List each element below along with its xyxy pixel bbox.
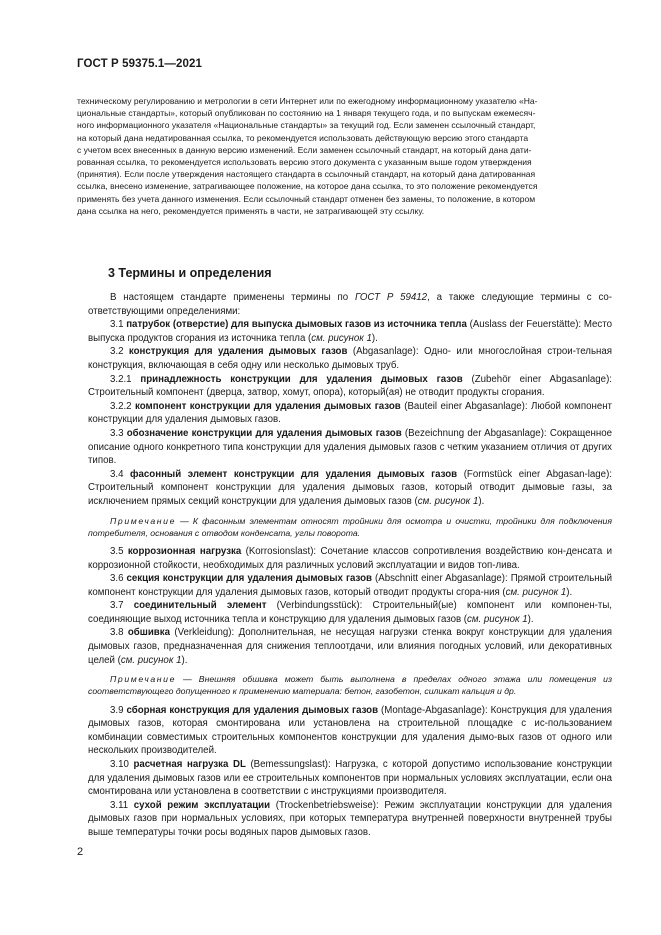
term-name: фасонный элемент конструкции для удаления дымовых газов (130, 468, 458, 480)
intro-line: ного информационного указателя «Национальные стандарты» за текущий год. Если заменен ссылочный стандарт, (77, 120, 536, 131)
term-3-7 (88, 599, 612, 626)
term-end: ). (527, 613, 534, 625)
term-3-11 (88, 799, 612, 840)
term-3-2 (88, 345, 612, 372)
term-3-9 (88, 704, 612, 758)
intro-line: рованная ссылка, то рекомендуется использовать версию этого документа с указанным выше годом утверждения (77, 157, 532, 168)
note-text: — К фасонным элементам относят тройники для осмотра и очистки, тройники для подключения потребителя, основания с отводом конденсата, углы поворота. (88, 515, 612, 538)
intro-line: техническому регулированию и метрологии в сети Интернет или по ежегодному информационному указателю «На- (77, 96, 538, 106)
term-name: расчетная нагрузка DL (133, 759, 246, 771)
term-number: 3.3 (110, 427, 127, 439)
term-definition: (Auslass der Feuerstätte): Место выпуска продуктов сгорания из источника тепла ( (88, 319, 612, 344)
term-3-1 (88, 318, 612, 345)
figure-reference: см. рисунок 1 (417, 495, 479, 507)
term-number: 3.6 (110, 573, 127, 585)
term-definition: (Montage-Abgasanlage): Конструкция для удаления дымовых газов, которая смонтирована или установлена на строительной площадке с ис-пользованием комбинации совместимых строительных компонентов конструкции для удаления дымо-вых газов от одного или нескольких производителей. (88, 704, 612, 757)
intro-line: применять без учета данного изменения. Если ссылочный стандарт отменен без замены, то положение, в котором (77, 193, 536, 204)
term-number: 3.8 (110, 627, 128, 639)
note-text: — Внешняя обшивка может быть выполнена в пределах одного этажа или помещения из соответствующего допущенного к применению материала: бетон, газобетон, силикат кальция и др. (88, 674, 612, 697)
figure-reference: см. рисунок 1 (120, 654, 182, 666)
term-definition: (Verbindungsstück): Строительный(ые) компонент или компонен-ты, соединяющие выход источника тепла и конструкцию для удаления дымовых газов ( (88, 600, 612, 625)
intro-line: циональные стандарты», который опубликован по состоянию на 1 января текущего года, и по выпускам ежемесяч- (77, 108, 536, 119)
term-3-8 (88, 626, 612, 667)
term-number: 3.2 (110, 346, 129, 358)
term-number: 3.1 (110, 319, 127, 331)
term-definition: (Bauteil einer Abgasanlage): Любой компонент конструкции для удаления дымовых газов. (88, 400, 612, 426)
term-3-2-1 (88, 373, 612, 400)
term-3-3 (88, 427, 612, 468)
terms-body (88, 291, 612, 840)
note-label: Примечание (110, 674, 177, 685)
term-definition: (Abgasanlage): Одно- или многослойная строи-тельная конструкция, включающая в себя одну или несколько дымовых труб. (88, 346, 612, 371)
term-3-5 (88, 545, 612, 572)
term-name: сухой режим эксплуатации (133, 799, 271, 811)
note-3-8 (88, 673, 612, 697)
term-name: сборная конструкция для удаления дымовых газов (126, 704, 379, 716)
term-3-4 (88, 468, 612, 509)
intro-paragraph (77, 95, 612, 217)
term-number: 3.7 (110, 600, 134, 612)
figure-reference: см. рисунок 1 (467, 613, 528, 625)
preamble-text-end: , а также следующие термины с со-ответствующими определениями: (88, 292, 613, 317)
term-name: коррозионная нагрузка (127, 545, 242, 557)
intro-line: с учетом всех внесенных в данную версию изменений. Если заменен ссылочный стандарт, на который дана дати- (77, 144, 532, 155)
term-definition: (Korrosionslast): Сочетание классов сопротивления воздействию кон-денсата и коррозионной стойкости, необходимых для различных условий эксплуатации и видов топ-лива. (88, 545, 612, 571)
term-name: принадлежность конструкции для удаления дымовых газов (140, 373, 463, 385)
term-definition: (Zubehör einer Abgasanlage): Строительный компонент (дверца, затвор, хомут, опора), который(ая) не отводит продукты сгорания. (88, 373, 612, 399)
section-title: 3 Термины и определения (108, 266, 272, 280)
term-number: 3.9 (110, 704, 127, 716)
page-number: 2 (77, 846, 84, 858)
intro-line: (принятия). Если после утверждения настоящего стандарта в ссылочный стандарт, на который дана датированная (77, 169, 536, 180)
term-number: 3.4 (110, 468, 131, 480)
term-definition: (Verkleidung): Дополнительная, не несущая нагрузки стенка вокруг конструкции для удаления дымовых газов, предназначенная для снижения теплоотдачи, или влияния погодных условий, или декоративных целей ( (88, 627, 612, 666)
term-name: обозначение конструкции для удаления дымовых газов (126, 427, 402, 439)
term-number: 3.11 (110, 799, 134, 811)
note-3-4 (88, 515, 612, 539)
term-number: 3.2.2 (110, 400, 136, 412)
figure-reference: см. рисунок 1 (505, 586, 567, 598)
page-header-standard: ГОСТ Р 59375.1—2021 (77, 58, 202, 70)
preamble-text: В настоящем стандарте применены термины по (110, 292, 355, 303)
figure-reference: см. рисунок 1 (311, 332, 372, 344)
note-label: Примечание (110, 515, 177, 526)
term-3-6 (88, 572, 612, 599)
term-end: ). (478, 495, 485, 507)
preamble-reference: ГОСТ Р 59412 (354, 292, 428, 303)
intro-line: на который дана недатированная ссылка, то рекомендуется использовать действующую версию этого стандарта (77, 132, 529, 143)
term-name: секция конструкции для удаления дымовых газов (126, 573, 372, 585)
term-definition: (Abschnitt einer Abgasanlage): Прямой строительный компонент конструкции для удаления дымовых газов, который отводит продукты сгора-ния ( (88, 573, 612, 598)
term-name: обшивка (127, 627, 170, 639)
term-name: патрубок (отверстие) для выпуска дымовых газов из источника тепла (126, 319, 467, 331)
term-number: 3.10 (110, 759, 134, 771)
term-3-10 (88, 758, 612, 799)
term-definition: (Trockenbetriebsweise): Режим эксплуатации конструкции для удаления дымовых газов при нормальных условиях, при которых температура внутренней поверхности внутренней трубы выше температуры точки росы водяных паров дымовых газов. (88, 799, 613, 838)
term-name: компонент конструкции для удаления дымовых газов (135, 400, 401, 412)
term-end: ). (371, 332, 378, 344)
intro-line: дана ссылка на него, рекомендуется применять в части, не затрагивающей эту ссылку. (77, 205, 425, 216)
intro-line: ссылка, внесено изменение, затрагивающее положение, на которое дана ссылка, то это положение рекомендуется (77, 181, 538, 192)
preamble (88, 291, 612, 318)
term-3-2-2 (88, 400, 612, 427)
term-end: ). (181, 654, 188, 666)
term-name: соединительный элемент (133, 600, 267, 612)
term-definition: (Bezeichnung der Abgasanlage): Сокращенное описание одного конкретного типа конструкции для удаления дымовых газов с четким указанием отличия от других типов. (88, 427, 612, 467)
term-definition: (Bemessungslast): Нагрузка, с которой допустимо использование конструкции для удаления дымовых газов или ее строительных компонентов при нормальных условиях эксплуатации, если она смонтирована или установлена в соответствии с инструкциями производителя. (88, 759, 613, 798)
term-number: 3.5 (110, 545, 128, 557)
term-name: конструкция для удаления дымовых газов (128, 346, 348, 358)
term-end: ). (566, 586, 573, 598)
term-definition: (Formstück einer Abgasan-lage): Строительный компонент конструкции для удаления дымовых газов, который отводит дымовые газы, за исключением прямых секций конструкции для удаления дымовых газов ( (88, 468, 612, 507)
term-number: 3.2.1 (110, 373, 141, 385)
